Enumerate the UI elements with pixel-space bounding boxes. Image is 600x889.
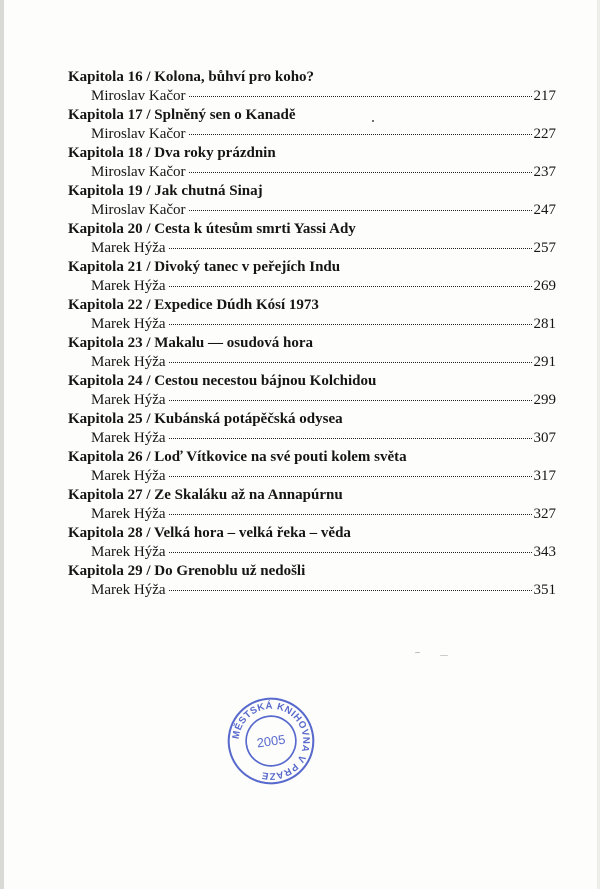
chapter-title: Kapitola 27 / Ze Skaláku až na Annapúrnu — [68, 487, 343, 503]
page-number: 317 — [533, 468, 556, 484]
dot-leader — [189, 171, 532, 173]
page-number: 299 — [533, 392, 556, 408]
author-row — [68, 201, 556, 220]
page-number: 351 — [533, 582, 556, 598]
page-number: 307 — [533, 430, 556, 446]
author-row — [68, 315, 556, 334]
author-name: Miroslav Kačor — [91, 164, 186, 180]
chapter-title: Kapitola 28 / Velká hora – velká řeka – věda — [68, 525, 351, 541]
chapter-title: Kapitola 25 / Kubánská potápěčská odysea — [68, 411, 343, 427]
chapter-title: Kapitola 19 / Jak chutná Sinaj — [68, 183, 263, 199]
toc-entry — [68, 296, 556, 334]
dot-leader — [169, 513, 532, 515]
page-number: 327 — [533, 506, 556, 522]
chapter-title: Kapitola 24 / Cestou necestou bájnou Kolchidou — [68, 373, 377, 389]
stamp-ring-text: MĚSTSKÁ KNIHOVNA V PRAZE — [230, 700, 312, 782]
toc-entry — [68, 68, 556, 106]
page-number: 269 — [533, 278, 556, 294]
author-row — [68, 581, 556, 600]
paper-speck — [415, 652, 420, 653]
page-edge — [0, 0, 4, 889]
chapter-title: Kapitola 21 / Divoký tanec v peřejích Indu — [68, 259, 341, 275]
toc-entry — [68, 486, 556, 524]
paper-speck — [440, 655, 448, 656]
author-row — [68, 543, 556, 562]
author-row — [68, 505, 556, 524]
table-of-contents — [68, 68, 556, 600]
dot-leader — [169, 475, 532, 477]
author-name: Marek Hýža — [91, 354, 166, 370]
dot-leader — [169, 361, 532, 363]
toc-entry — [68, 144, 556, 182]
toc-entry — [68, 106, 556, 144]
author-row — [68, 353, 556, 372]
author-row — [68, 467, 556, 486]
dot-leader — [189, 95, 532, 97]
toc-entry — [68, 220, 556, 258]
dot-leader — [189, 209, 532, 211]
toc-entry — [68, 372, 556, 410]
page-number: 227 — [533, 126, 556, 142]
author-row — [68, 429, 556, 448]
toc-entry — [68, 524, 556, 562]
author-row — [68, 87, 556, 106]
toc-entry — [68, 334, 556, 372]
chapter-title: Kapitola 17 / Splněný sen o Kanadě — [68, 107, 296, 123]
dot-leader — [169, 323, 532, 325]
author-name: Marek Hýža — [91, 392, 166, 408]
author-row — [68, 239, 556, 258]
author-name: Marek Hýža — [91, 468, 166, 484]
toc-entry — [68, 410, 556, 448]
author-row — [68, 125, 556, 144]
author-row — [68, 163, 556, 182]
chapter-title: Kapitola 26 / Loď Vítkovice na své pouti kolem světa — [68, 449, 407, 465]
author-name: Marek Hýža — [91, 240, 166, 256]
author-row — [68, 391, 556, 410]
dot-leader — [169, 437, 532, 439]
page-number: 257 — [533, 240, 556, 256]
author-name: Marek Hýža — [91, 544, 166, 560]
paper-speck — [372, 120, 374, 122]
page-number: 343 — [533, 544, 556, 560]
dot-leader — [169, 247, 532, 249]
page-number: 291 — [533, 354, 556, 370]
toc-entry — [68, 182, 556, 220]
page-number: 217 — [533, 88, 556, 104]
dot-leader — [169, 399, 532, 401]
page-number: 247 — [533, 202, 556, 218]
chapter-title: Kapitola 16 / Kolona, bůhví pro koho? — [68, 69, 315, 85]
chapter-title: Kapitola 18 / Dva roky prázdnin — [68, 145, 276, 161]
chapter-title: Kapitola 23 / Makalu — osudová hora — [68, 335, 314, 351]
chapter-title: Kapitola 22 / Expedice Dúdh Kósí 1973 — [68, 297, 319, 313]
toc-entry — [68, 258, 556, 296]
page-number: 281 — [533, 316, 556, 332]
page-number: 237 — [533, 164, 556, 180]
author-name: Marek Hýža — [91, 506, 166, 522]
author-name: Marek Hýža — [91, 316, 166, 332]
dot-leader — [169, 285, 532, 287]
toc-entry — [68, 448, 556, 486]
author-name: Marek Hýža — [91, 278, 166, 294]
chapter-title: Kapitola 29 / Do Grenoblu už nedošli — [68, 563, 306, 579]
dot-leader — [169, 589, 532, 591]
author-name: Miroslav Kačor — [91, 88, 186, 104]
author-name: Miroslav Kačor — [91, 126, 186, 142]
dot-leader — [189, 133, 532, 135]
author-name: Marek Hýža — [91, 430, 166, 446]
toc-entry — [68, 562, 556, 600]
author-name: Marek Hýža — [91, 582, 166, 598]
library-stamp — [219, 689, 323, 793]
author-row — [68, 277, 556, 296]
author-name: Miroslav Kačor — [91, 202, 186, 218]
stamp-year: 2005 — [255, 731, 287, 751]
dot-leader — [169, 551, 532, 553]
chapter-title: Kapitola 20 / Cesta k útesům smrti Yassi Ady — [68, 221, 356, 237]
